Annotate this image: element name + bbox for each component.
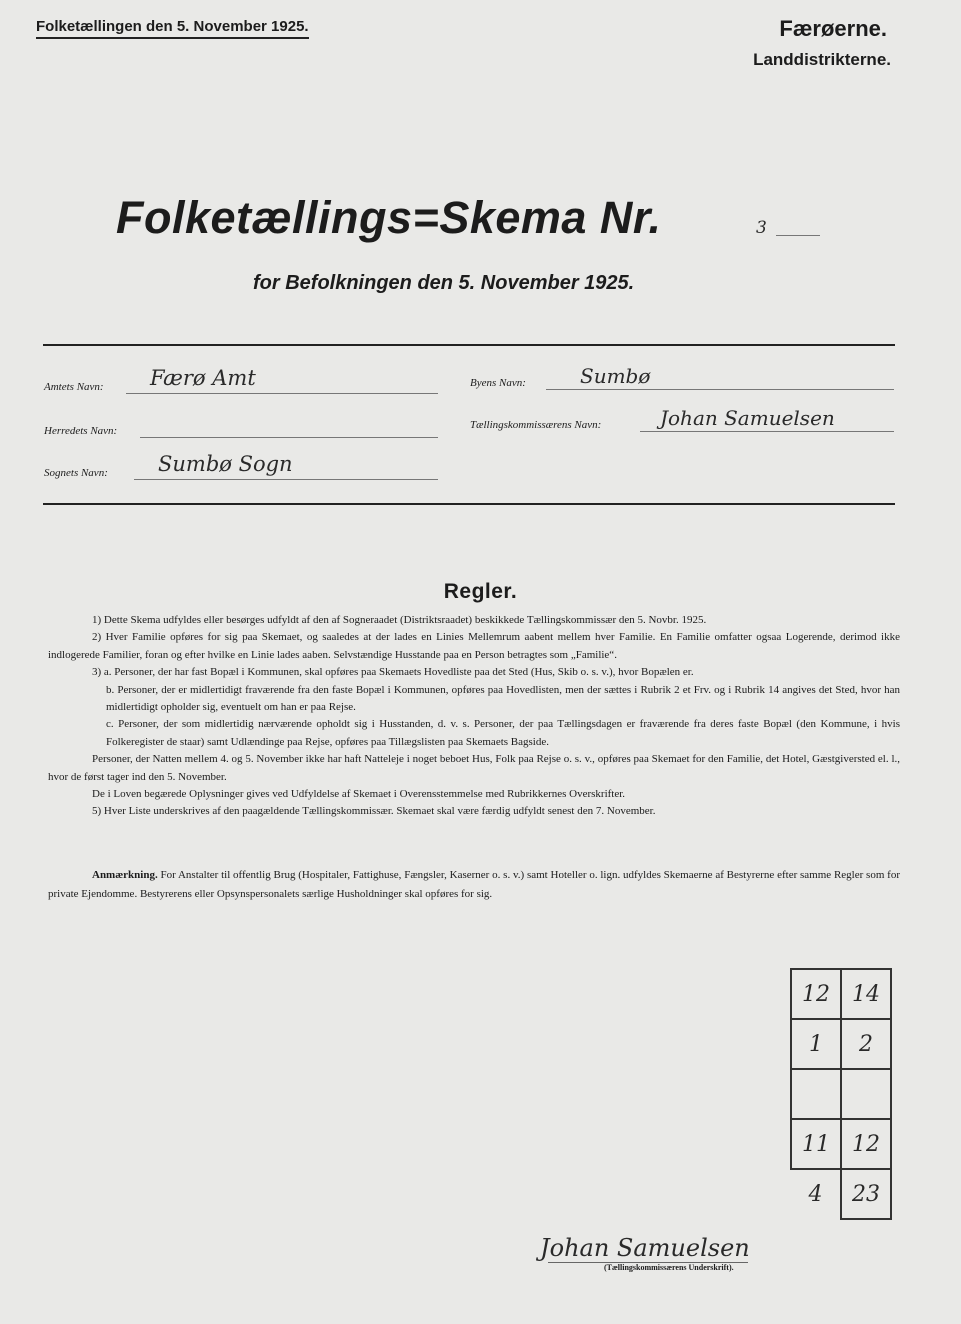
form-title: Folketællings=Skema Nr. bbox=[116, 192, 662, 243]
rule-4: Personer, der Natten mellem 4. og 5. November ikke har haft Natteleje i noget beboet Hus, Folk paa Rejse o. s. v., opføres paa Skemaet for den Familie, det Hotel, Gæstgiversted el. l., hvor de først tager ind den 5. November. bbox=[48, 753, 900, 783]
byens-label: Byens Navn: bbox=[470, 377, 526, 389]
census-header-left: Folketællingen den 5. November 1925. bbox=[36, 18, 309, 39]
rules-list bbox=[48, 612, 900, 821]
tally-cell[interactable]: 4 bbox=[791, 1169, 841, 1219]
signature-label: (Tællingskommissærens Underskrift). bbox=[604, 1263, 734, 1272]
tally-row bbox=[791, 1169, 891, 1219]
tally-cell[interactable]: 11 bbox=[791, 1119, 841, 1169]
tally-table bbox=[790, 968, 892, 1220]
sognets-line bbox=[134, 479, 438, 480]
amtets-line bbox=[126, 393, 438, 394]
form-subtitle: for Befolkningen den 5. November 1925. bbox=[253, 272, 635, 294]
sognets-value[interactable]: Sumbø Sogn bbox=[158, 452, 293, 476]
tally-cell[interactable]: 1 bbox=[791, 1019, 841, 1069]
herredets-label: Herredets Navn: bbox=[44, 425, 118, 437]
region-subtitle: Landdistrikterne. bbox=[753, 50, 891, 69]
amtets-label: Amtets Navn: bbox=[44, 381, 104, 393]
rule-3b: b. Personer, der er midlertidigt fraværende fra den faste Bopæl i Kommunen, opføres paa Hovedlisten, men der sættes i Rubrik 2 et Frv. og i Rubrik 14 angives det Sted, hvor han midlertidigt opholder sig, eventuelt om han er paa Rejse. bbox=[106, 683, 900, 714]
sognets-label: Sognets Navn: bbox=[44, 467, 108, 479]
tally-cell[interactable] bbox=[841, 1069, 891, 1119]
signature[interactable]: Johan Samuelsen bbox=[540, 1234, 750, 1262]
tally-row bbox=[791, 969, 891, 1019]
rule-3c: c. Personer, der som midlertidig nærværende opholdt sig i Husstanden, d. v. s. Personer, der paa Tællingsdagen er fraværende fra deres faste Bopæl (den Kommune, i hvis Folkeregister de staar) samt Udlændinge paa Rejse, opføres paa Tillægslisten paa Skemaets Bagside. bbox=[106, 718, 900, 748]
byens-value[interactable]: Sumbø bbox=[580, 364, 651, 388]
tally-cell[interactable]: 2 bbox=[841, 1019, 891, 1069]
kommissaer-label: Tællingskommissærens Navn: bbox=[470, 419, 602, 431]
kommissaer-value[interactable]: Johan Samuelsen bbox=[660, 406, 835, 430]
rule-2: 2) Hver Familie opføres for sig paa Skemaet, og saaledes at der lades en Linies Mellemrum aabent mellem hver Familie. En Familie omfatter ogsaa Logerende, derimod ikke indlogerede Familier, foran og efter hvilke en Linie lades aaben. Selvstændige Husstande paa en Person betragtes som „Familie“. bbox=[48, 631, 900, 661]
tally-row bbox=[791, 1119, 891, 1169]
note-text: For Anstalter til offentlig Brug (Hospitaler, Fattighuse, Fængsler, Kaserner o. s. v.) samt Hoteller o. lign. udfyldes Skemaerne af Bestyrerne efter samme Regler som for private Ejendomme. Bestyrerens eller Opsynspersonalets særlige Husholdninger skal opføres for sig. bbox=[48, 869, 901, 900]
amtets-value[interactable]: Færø Amt bbox=[150, 366, 256, 390]
tally-row bbox=[791, 1019, 891, 1069]
tally-cell[interactable]: 12 bbox=[841, 1119, 891, 1169]
rule-1: 1) Dette Skema udfyldes eller besørges udfyldt af den af Sogneraadet (Distriktsraadet) beskikkede Tællingskommissær den 5. Novbr. 1925. bbox=[92, 614, 707, 626]
top-rule bbox=[43, 344, 895, 346]
note-label: Anmærkning. bbox=[92, 869, 158, 881]
tally-cell[interactable] bbox=[791, 1069, 841, 1119]
tally-row bbox=[791, 1069, 891, 1119]
note-block bbox=[48, 866, 900, 904]
tally-cell[interactable]: 23 bbox=[841, 1169, 891, 1219]
region-title: Færøerne. bbox=[779, 16, 887, 41]
herredets-line bbox=[140, 437, 438, 438]
tally-cell[interactable]: 12 bbox=[791, 969, 841, 1019]
regler-heading: Regler. bbox=[443, 580, 518, 603]
rule-3a: 3) a. Personer, der har fast Bopæl i Kommunen, skal opføres paa Skemaets Hovedliste paa det Sted (Hus, Skib o. s. v.), hvor Bopælen er. bbox=[92, 666, 694, 679]
byens-line bbox=[546, 389, 894, 390]
rule-5: 5) Hver Liste underskrives af den paagældende Tællingskommissær. Skemaet skal være færdig udfyldt senest den 7. November. bbox=[92, 805, 656, 818]
bottom-rule bbox=[43, 503, 895, 505]
form-number: 3 bbox=[756, 218, 767, 238]
rule-4b: De i Loven begærede Oplysninger gives ved Udfyldelse af Skemaet i Overensstemmelse med Rubrikkernes Overskrifter. bbox=[92, 788, 626, 801]
kommissaer-line bbox=[640, 431, 894, 432]
form-number-line bbox=[776, 235, 820, 236]
tally-cell[interactable]: 14 bbox=[841, 969, 891, 1019]
